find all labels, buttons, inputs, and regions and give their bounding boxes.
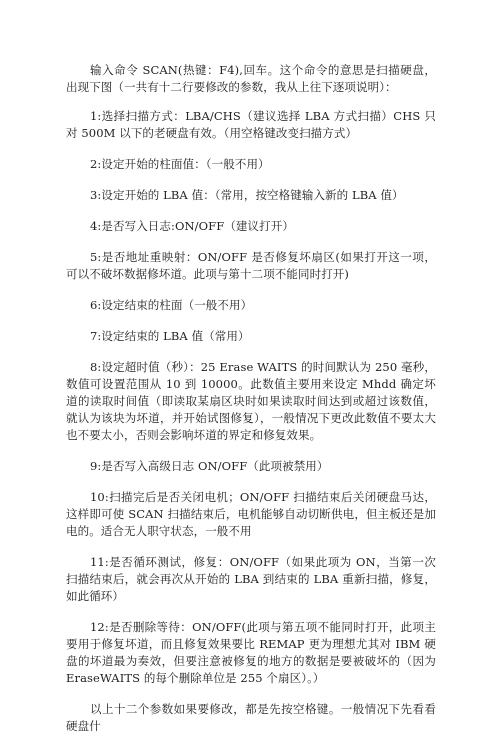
paragraph-summary: 以上十二个参数如果要修改，都是先按空格键。一般情况下先看看硬盘什 (66, 702, 436, 733)
document-body (66, 62, 436, 735)
paragraph-item-6: 6:设定结束的柱面（一般不用） (90, 298, 253, 312)
paragraph-item-3: 3:设定开始的 LBA 值：（常用，按空格键输入新的 LBA 值） (90, 188, 404, 202)
paragraph-item-4: 4:是否写入日志:ON/OFF（建议打开） (90, 219, 294, 233)
paragraph-item-5: 5:是否地址重映射：ON/OFF 是否修复坏扇区(如果打开这一项，可以不破坏数据修坏道。此项与第十二项不能同时打开) (66, 250, 436, 281)
paragraph-item-8: 8:设定超时值（秒）：25 Erase WAITS 的时间默认为 250 毫秒，数值可设置范围从 10 到 10000。此数值主要用来设定 Mhdd 确定坏道的读取时间值（即读取某扇区块时如果读取时间达到或超过该数值，就认为该块为坏道，并开始试图修复），一般情况下更改此数值不要太大也不要太小，否则会影响坏道的界定和修复效果。 (66, 360, 436, 442)
paragraph-item-2: 2:设定开始的柱面值：（一般不用） (90, 157, 270, 171)
paragraph-item-12: 12:是否删除等待：ON/OFF(此项与第五项不能同时打开，此项主要用于修复坏道，而且修复效果要比 REMAP 更为理想尤其对 IBM 硬盘的坏道最为奏效，但要注意被修复的地方的数据是要被破坏的（因为 EraseWAITS 的每个删除单位是 255 个扇区）。） (66, 620, 436, 685)
paragraph-item-7: 7:设定结束的 LBA 值（常用） (90, 329, 250, 343)
paragraph-item-9: 9:是否写入高级日志 ON/OFF（此项被禁用） (90, 459, 329, 473)
paragraph-intro: 输入命令 SCAN(热键：F4),回车。这个命令的意思是扫描硬盘，出现下图（一共有十二行要修改的参数，我从上往下逐项说明）： (66, 63, 436, 94)
paragraph-item-1: 1:选择扫描方式：LBA/CHS（建议选择 LBA 方式扫描）CHS 只对 500M 以下的老硬盘有效。（用空格键改变扫描方式） (66, 109, 436, 140)
paragraph-item-10: 10:扫描完后是否关闭电机；ON/OFF 扫描结束后关闭硬盘马达，这样即可使 SCAN 扫描结束后，电机能够自动切断供电，但主板还是加电的。适合无人职守状态，一般不用 (66, 490, 436, 538)
paragraph-item-11: 11:是否循环测试，修复：ON/OFF（如果此项为 ON，当第一次扫描结束后，就会再次从开始的 LBA 到结束的 LBA 重新扫描，修复，如此循环） (66, 555, 436, 603)
